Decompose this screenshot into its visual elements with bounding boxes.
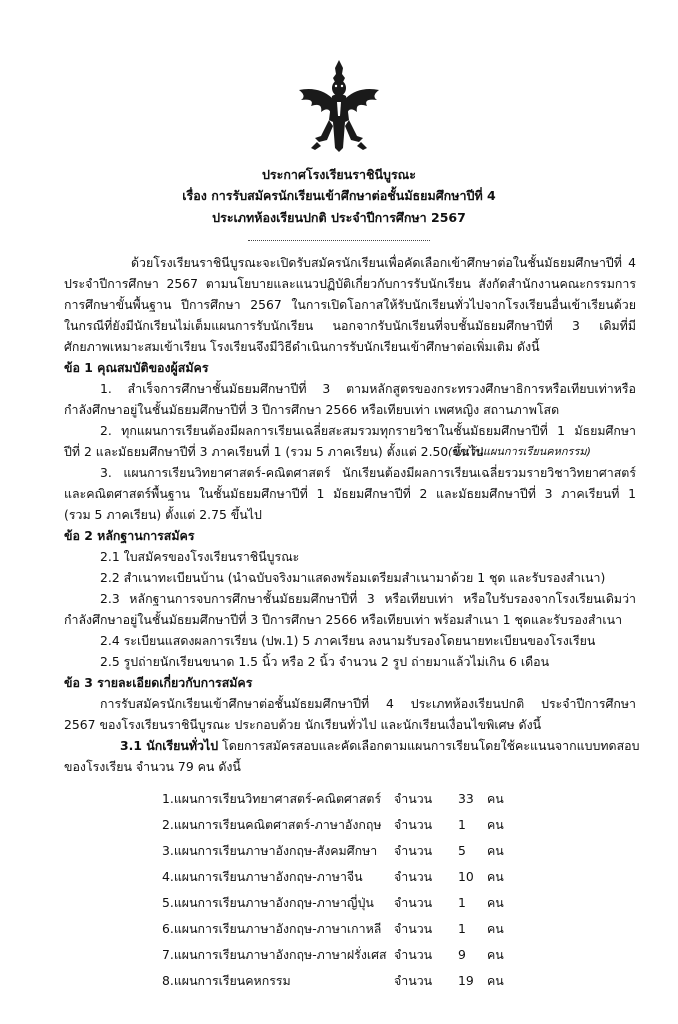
divider [248,240,430,241]
plan-name: 8.แผนการเรียนคหกรรม [162,973,291,988]
section2-line: กำลังศึกษาอยู่ในชั้นมัธยมศึกษาปีที่ 3 ปีการศึกษา 2566 หรือเทียบเท่า พร้อมสำเนา 1 ชุดและรับรองสำเนา [64,612,623,627]
plan-unit: คน [487,843,504,858]
plan-count: 33 [458,791,474,806]
section1-heading: ข้อ 1 คุณสมบัติของผู้สมัคร [64,360,209,375]
section2-line: 2.2 สำเนาทะเบียนบ้าน (นำฉบับจริงมาแสดงพร้อมเตรียมสำเนามาด้วย 1 ชุด และรับรองสำเนา) [100,570,606,585]
plan-count-label: จำนวน [394,947,433,962]
plan-count: 10 [458,869,474,884]
intro-line: ในกรณีที่ยังมีนักเรียนไม่เต็มแผนการรับนักเรียน นอกจากรับนักเรียนที่จบชั้นมัธยมศึกษาปีที่ 3 เดิมที่มี [64,318,636,333]
plan-unit: คน [487,947,504,962]
plan-name: 6.แผนการเรียนภาษาอังกฤษ-ภาษาเกาหลี [162,921,382,936]
intro-line: ประจำปีการศึกษา 2567 ตามนโยบายและแนวปฏิบัติเกี่ยวกับการรับนักเรียน สังกัดสำนักงานคณะกรรมการ [64,276,636,291]
plan-unit: คน [487,791,504,806]
plan-name: 2.แผนการเรียนคณิตศาสตร์-ภาษาอังกฤษ [162,817,382,832]
plan-count-label: จำนวน [394,921,433,936]
section3-line: การรับสมัครนักเรียนเข้าศึกษาต่อชั้นมัธยมศึกษาปีที่ 4 ประเภทห้องเรียนปกติ ประจำปีการศึกษา [100,696,636,711]
section1-line: ปีที่ 2 และมัธยมศึกษาปีที่ 3 ภาคเรียนที่ 1 (รวม 5 ภาคเรียน) ตั้งแต่ 2.50 ขึ้นไป [64,444,484,459]
plan-count-label: จำนวน [394,843,433,858]
plan-count: 9 [458,947,466,962]
plan-count-label: จำนวน [394,973,433,988]
plan-count: 19 [458,973,474,988]
plan-unit: คน [487,921,504,936]
plan-count: 1 [458,895,466,910]
plan-unit: คน [487,817,504,832]
section2-heading: ข้อ 2 หลักฐานการสมัคร [64,528,195,543]
section1-line: (รวม 5 ภาคเรียน) ตั้งแต่ 2.75 ขึ้นไป [64,507,262,522]
plan-name: 3.แผนการเรียนภาษาอังกฤษ-สังคมศึกษา [162,843,378,858]
announcement-title: ประกาศโรงเรียนราชินีบูรณะ [262,167,416,182]
section1-line: 2. ทุกแผนการเรียนต้องมีผลการเรียนเฉลี่ยสะสมรวมทุกรายวิชาในชั้นมัธยมศึกษาปีที่ 1 มัธยมศึกษา [100,423,636,438]
plan-count-label: จำนวน [394,895,433,910]
intro-line: ศักยภาพเหมาะสมเข้าเรียน โรงเรียนจึงมีวิธีดำเนินการรับนักเรียนเข้าศึกษาต่อเพิ่มเติม ดังนี้ [64,339,540,354]
section3-subsection [120,738,639,754]
section1-line: 3. แผนการเรียนวิทยาศาสตร์-คณิตศาสตร์ นักเรียนต้องมีผลการเรียนเฉลี่ยรวมรายวิชาวิทยาศาสตร์ [100,465,636,480]
section3-sub-line: ของโรงเรียน จำนวน 79 คน ดังนี้ [64,759,241,774]
intro-line: ด้วยโรงเรียนราชินีบูรณะจะเปิดรับสมัครนักเรียนเพื่อคัดเลือกเข้าศึกษาต่อในชั้นมัธยมศึกษาปีที่ 4 [131,255,636,270]
plan-unit: คน [487,869,504,884]
section3-sub-heading: 3.1 นักเรียนทั่วไป [120,738,219,753]
plan-count-label: จำนวน [394,869,433,884]
section1-exception-note: (ยกเว้นแผนการเรียนคหกรรม) [448,445,591,458]
section3-heading: ข้อ 3 รายละเอียดเกี่ยวกับการสมัคร [64,675,253,690]
plan-name: 5.แผนการเรียนภาษาอังกฤษ-ภาษาญี่ปุ่น [162,895,374,910]
plan-unit: คน [487,895,504,910]
section1-line: และคณิตศาสตร์พื้นฐาน ในชั้นมัธยมศึกษาปีที่ 1 มัธยมศึกษาปีที่ 2 และมัธยมศึกษาปีที่ 3 ภาคเรียนที่ 1 [64,486,636,501]
garuda-emblem-icon [289,56,389,156]
section2-line: 2.4 ระเบียนแสดงผลการเรียน (ปพ.1) 5 ภาคเรียน ลงนามรับรองโดยนายทะเบียนของโรงเรียน [100,633,596,648]
announcement-subject: เรื่อง การรับสมัครนักเรียนเข้าศึกษาต่อชั้นมัธยมศึกษาปีที่ 4 [182,188,496,203]
section1-line: กำลังศึกษาอยู่ในชั้นมัธยมศึกษาปีที่ 3 ปีการศึกษา 2566 หรือเทียบเท่า เพศหญิง สถานภาพโสด [64,402,560,417]
plan-count: 5 [458,843,466,858]
plan-name: 7.แผนการเรียนภาษาอังกฤษ-ภาษาฝรั่งเศส [162,947,387,962]
section2-line: 2.1 ใบสมัครของโรงเรียนราชินีบูรณะ [100,549,300,564]
announcement-subtitle: ประเภทห้องเรียนปกติ ประจำปีการศึกษา 2567 [212,210,466,225]
intro-line: การศึกษาขั้นพื้นฐาน ปีการศึกษา 2567 ในการเปิดโอกาสให้รับนักเรียนทั่วไปจากโรงเรียนอื่นเข้าเรียนด้วย [64,297,636,312]
plan-name: 1.แผนการเรียนวิทยาศาสตร์-คณิตศาสตร์ [162,791,382,806]
plan-count-label: จำนวน [394,791,433,806]
plan-count: 1 [458,817,466,832]
section2-line: 2.5 รูปถ่ายนักเรียนขนาด 1.5 นิ้ว หรือ 2 นิ้ว จำนวน 2 รูป ถ่ายมาแล้วไม่เกิน 6 เดือน [100,654,550,669]
plan-unit: คน [487,973,504,988]
section2-line: 2.3 หลักฐานการจบการศึกษาชั้นมัธยมศึกษาปีที่ 3 หรือเทียบเท่า หรือใบรับรองจากโรงเรียนเดิมว่า [100,591,636,606]
plan-name: 4.แผนการเรียนภาษาอังกฤษ-ภาษาจีน [162,869,363,884]
plan-count-label: จำนวน [394,817,433,832]
section1-line: 1. สำเร็จการศึกษาชั้นมัธยมศึกษาปีที่ 3 ตามหลักสูตรของกระทรวงศึกษาธิการหรือเทียบเท่าหรือ [100,381,636,396]
plan-count: 1 [458,921,466,936]
section3-sub-line: โดยการสมัครสอบและคัดเลือกตามแผนการเรียนโดยใช้คะแนนจากแบบทดสอบ [222,738,640,753]
section3-line: 2567 ของโรงเรียนราชินีบูรณะ ประกอบด้วย นักเรียนทั่วไป และนักเรียนเงื่อนไขพิเศษ ดังนี้ [64,717,542,732]
